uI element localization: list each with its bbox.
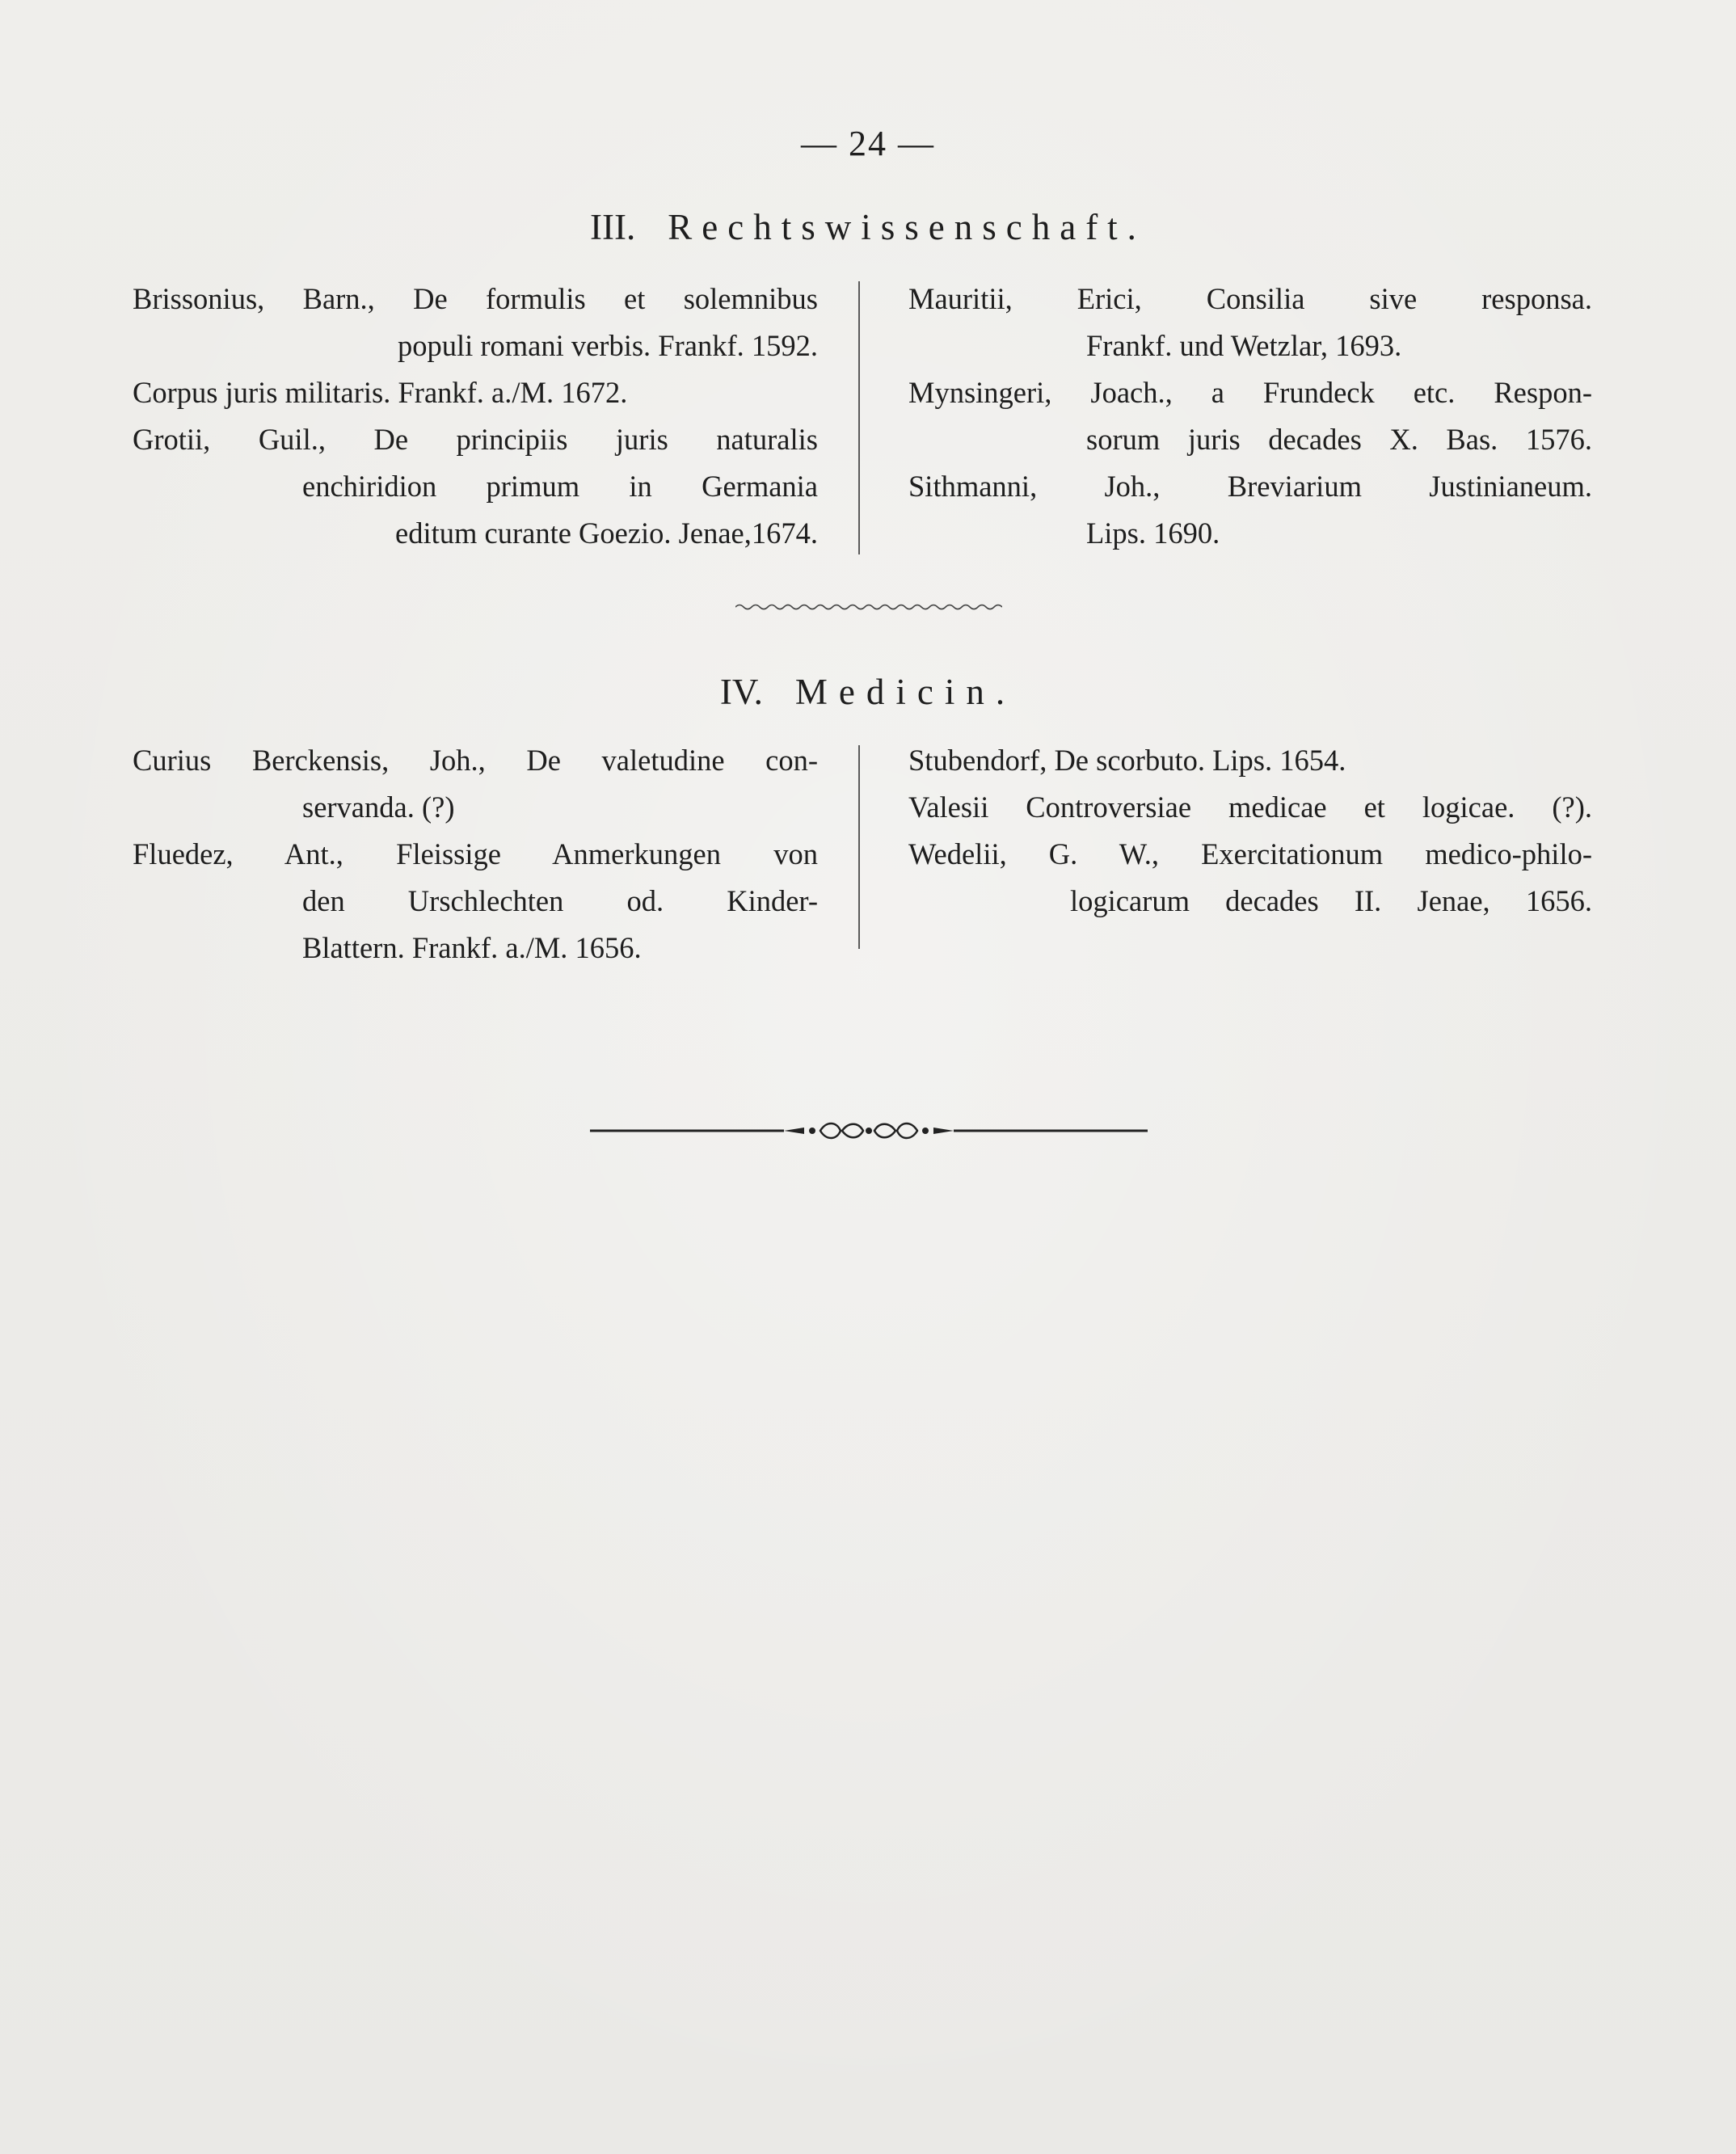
entry-line: Grotii, Guil., De principiis juris naturalis — [133, 423, 818, 456]
column-divider — [858, 745, 860, 949]
bibliography-entry-valesii — [908, 784, 1592, 831]
ornament-rule-icon — [590, 1119, 1148, 1143]
section-iii-right-column — [908, 276, 1592, 557]
bibliography-entry-brissonius — [133, 276, 818, 369]
section-heading-rechtswissenschaft — [0, 206, 1736, 248]
section-iii-left-column — [133, 276, 818, 557]
section-title: Rechtswissenschaft. — [668, 207, 1146, 247]
entry-line: Blattern. Frankf. a./M. 1656. — [302, 931, 642, 964]
entry-line: sorum juris decades X. Bas. 1576. — [1086, 423, 1592, 456]
entry-line: logicarum decades II. Jenae, 1656. — [1070, 884, 1592, 917]
entry-line: populi romani verbis. Frankf. 1592. — [397, 329, 818, 362]
bibliography-entry-sithmanni — [908, 463, 1592, 557]
bibliography-entry-mynsingeri — [908, 369, 1592, 463]
bibliography-entry-grotii — [133, 416, 818, 557]
entry-line: Lips. 1690. — [1086, 516, 1220, 550]
section-numeral: III. — [590, 207, 636, 247]
section-title: Medicin. — [794, 672, 1017, 712]
entry-line: enchiridion primum in Germania — [302, 470, 818, 503]
bibliography-entry-mauritii — [908, 276, 1592, 369]
entry-line: Fluedez, Ant., Fleissige Anmerkungen von — [133, 837, 818, 870]
entry-line: Wedelii, G. W., Exercitationum medico-philo- — [908, 837, 1592, 870]
page-number: — 24 — — [801, 124, 935, 163]
bibliography-entry-stubendorf — [908, 737, 1592, 784]
entry-line: Sithmanni, Joh., Breviarium Justinianeum. — [908, 470, 1592, 503]
bibliography-entry-fluedez — [133, 831, 818, 972]
bibliography-entry-corpus-juris — [133, 369, 818, 416]
column-divider — [858, 281, 860, 554]
entry-line: Frankf. und Wetzlar, 1693. — [1086, 329, 1402, 362]
entry-line: servanda. (?) — [302, 790, 455, 824]
section-heading-medicin — [0, 671, 1736, 713]
entry-line: den Urschlechten od. Kinder- — [302, 884, 818, 917]
entry-line: editum curante Goezio. Jenae,1674. — [395, 516, 818, 550]
entry-line: Valesii Controversiae medicae et logicae. (?). — [908, 790, 1592, 824]
section-iv-left-column — [133, 737, 818, 972]
wavy-rule — [735, 602, 1002, 612]
entry-line: Curius Berckensis, Joh., De valetudine con- — [133, 744, 818, 777]
entry-line: Brissonius, Barn., De formulis et solemnibus — [133, 282, 818, 315]
bibliography-entry-curius — [133, 737, 818, 831]
entry-line: Stubendorf, De scorbuto. Lips. 1654. — [908, 744, 1346, 777]
bibliography-entry-wedelii — [908, 831, 1592, 925]
section-iv-right-column — [908, 737, 1592, 925]
entry-line: Corpus juris militaris. Frankf. a./M. 1672. — [133, 376, 628, 409]
section-numeral: IV. — [719, 672, 763, 712]
entry-line: Mynsingeri, Joach., a Frundeck etc. Respon- — [908, 376, 1592, 409]
entry-line: Mauritii, Erici, Consilia sive responsa. — [908, 282, 1592, 315]
